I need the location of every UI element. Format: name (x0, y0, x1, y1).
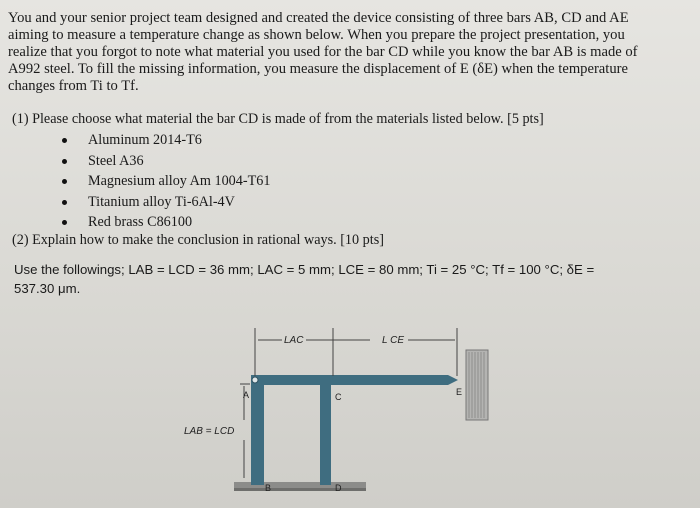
given-line: 537.30 μm. (14, 281, 81, 296)
point-c-label: C (335, 392, 342, 402)
material-label: Magnesium alloy Am 1004-T61 (88, 173, 271, 189)
given-line: Use the followings; LAB = LCD = 36 mm; LAC = 5 mm; LCE = 80 mm; Ti = 25 °C; Tf = 100 °C; δE = (14, 262, 595, 277)
intro-line: A992 steel. To fill the missing information, you measure the displacement of E (δE) when the temperature (8, 61, 628, 77)
bar-cd (320, 383, 331, 485)
point-e-label: E (456, 387, 463, 397)
dim-lab-lcd-label: LAB = LCD (184, 426, 235, 437)
pin-a (252, 377, 258, 383)
question-1: (1) Please choose what material the bar CD is made of from the materials listed below. [5 pts] (12, 111, 544, 127)
intro-line: realize that you forgot to note what material you used for the bar CD while you know the bar AB is made of (8, 44, 638, 60)
material-label: Titanium alloy Ti-6Al-4V (88, 193, 235, 210)
dim-lac-label: LAC (284, 335, 304, 346)
point-b-label: B (265, 483, 272, 493)
question-2: (2) Explain how to make the conclusion in rational ways. [10 pts] (12, 232, 384, 248)
point-d-label: D (335, 483, 342, 493)
bar-ae (251, 375, 458, 385)
material-label: Red brass C86100 (88, 214, 193, 230)
intro-line: aiming to measure a temperature change as shown below. When you prepare the project presentation, you (8, 27, 625, 43)
intro-line: You and your senior project team designed and created the device consisting of three bars AB, CD and AE (8, 10, 629, 26)
dim-lce-label: L CE (382, 335, 405, 346)
point-a-label: A (243, 390, 250, 400)
material-label: Steel A36 (88, 152, 144, 169)
intro-line: changes from Ti to Tf. (8, 78, 139, 94)
bar-ab (251, 383, 264, 485)
material-label: Aluminum 2014-T6 (88, 132, 202, 148)
ground-shadow (234, 488, 366, 491)
